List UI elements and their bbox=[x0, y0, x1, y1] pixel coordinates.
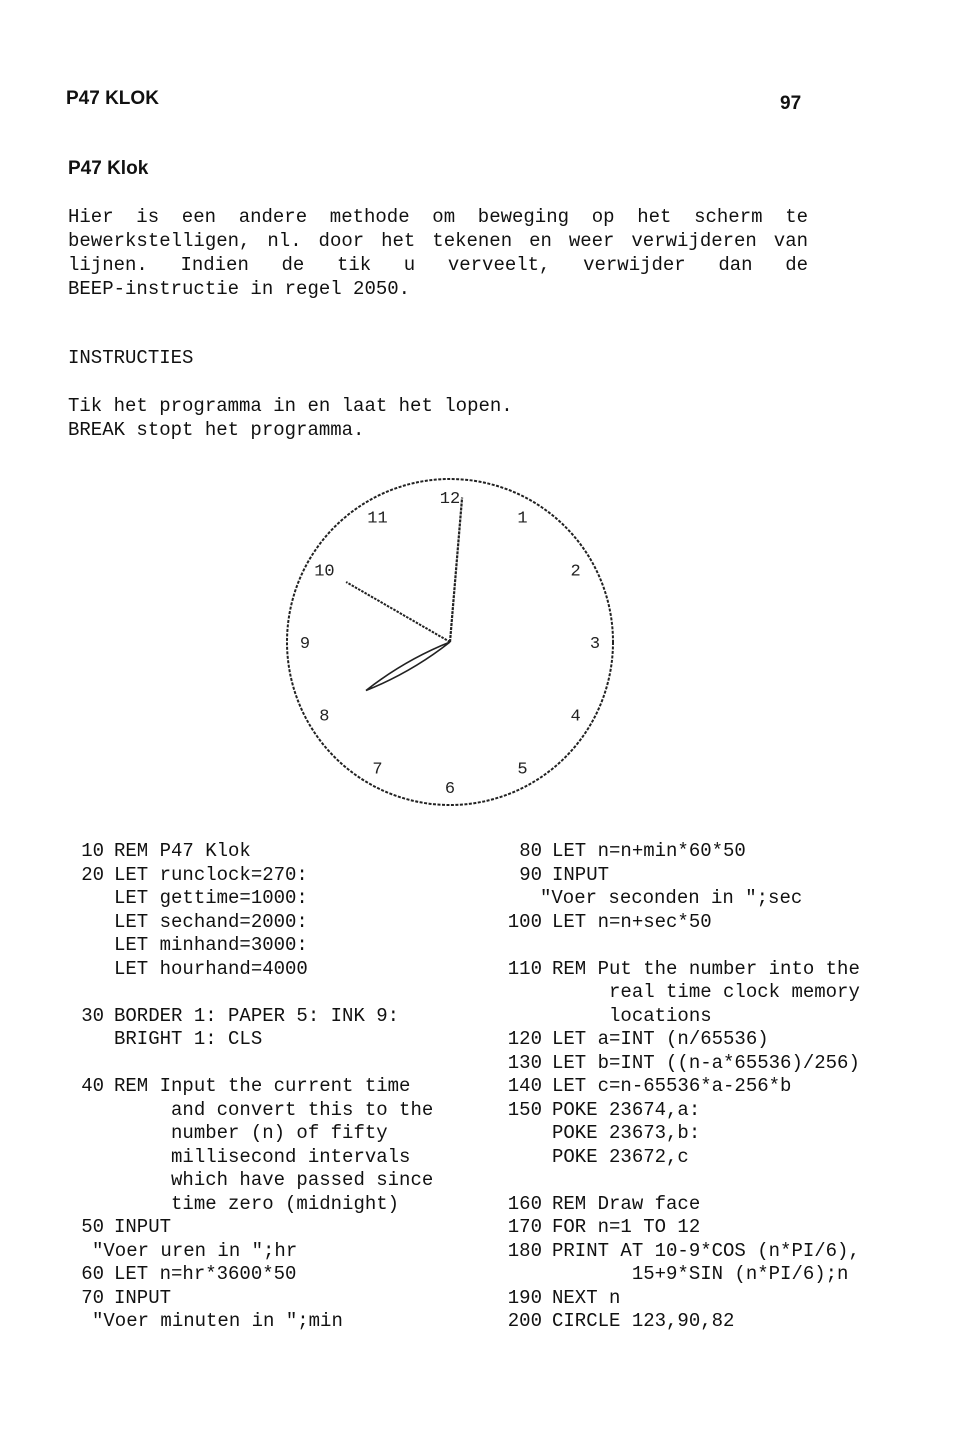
code-text: BORDER 1: PAPER 5: INK 9: bbox=[114, 1004, 400, 1027]
line-number: 80 bbox=[519, 840, 542, 862]
code-listing-left bbox=[58, 840, 433, 1334]
code-gap bbox=[496, 1169, 860, 1193]
intro-line: BEEP-instructie in regel 2050. bbox=[68, 278, 411, 300]
clock-numeral: 9 bbox=[299, 635, 311, 654]
code-text: "Voer seconden in ";sec bbox=[540, 887, 803, 909]
code-gap bbox=[58, 981, 433, 1005]
code-line bbox=[58, 1263, 433, 1287]
code-text: INPUT bbox=[114, 1286, 172, 1309]
section-title: P47 Klok bbox=[68, 158, 149, 179]
code-text: POKE 23674,a: bbox=[552, 1098, 701, 1121]
code-text: LET c=n-65536*a-256*b bbox=[552, 1075, 792, 1097]
code-text: which have passed since bbox=[114, 1169, 434, 1191]
code-text: LET gettime=1000: bbox=[114, 887, 308, 909]
code-text: and convert this to the bbox=[114, 1098, 434, 1121]
intro-line: Hier is een andere methode om beweging op het scherm te bbox=[68, 206, 808, 228]
code-line bbox=[496, 1216, 860, 1240]
code-line bbox=[496, 1146, 860, 1170]
code-text: "Voer minuten in ";min bbox=[92, 1310, 343, 1332]
clock-numeral: 10 bbox=[314, 562, 335, 582]
code-line bbox=[496, 864, 860, 888]
code-line bbox=[496, 1005, 860, 1029]
code-line bbox=[58, 1193, 433, 1217]
code-line bbox=[58, 1099, 433, 1123]
code-text: LET sechand=2000: bbox=[114, 910, 308, 933]
line-number: 30 bbox=[81, 1004, 104, 1027]
clock-numeral: 12 bbox=[439, 490, 461, 509]
code-text: "Voer uren in ";hr bbox=[92, 1239, 298, 1262]
code-text: number (n) of fifty bbox=[114, 1122, 388, 1144]
code-text: INPUT bbox=[552, 863, 610, 886]
code-text: BRIGHT 1: CLS bbox=[114, 1028, 263, 1050]
code-line bbox=[58, 1146, 433, 1170]
code-line bbox=[496, 911, 860, 935]
code-line bbox=[58, 840, 433, 864]
code-line bbox=[58, 911, 433, 935]
code-line bbox=[496, 1193, 860, 1217]
code-text: real time clock memory bbox=[552, 981, 860, 1003]
code-line bbox=[496, 1052, 860, 1076]
code-line bbox=[58, 1028, 433, 1052]
code-line bbox=[58, 934, 433, 958]
code-text: LET a=INT (n/65536) bbox=[552, 1028, 769, 1050]
code-text: POKE 23672,c bbox=[552, 1145, 689, 1168]
line-number: 200 bbox=[507, 1310, 542, 1332]
line-number: 110 bbox=[507, 957, 542, 980]
line-number: 140 bbox=[507, 1075, 542, 1097]
line-number: 180 bbox=[507, 1239, 542, 1262]
intro-line: bewerkstelligen, nl. door het tekenen en weer verwijderen van bbox=[68, 230, 808, 252]
code-line bbox=[58, 1310, 433, 1334]
code-line bbox=[496, 840, 860, 864]
code-text: LET b=INT ((n-a*65536)/256) bbox=[552, 1051, 860, 1074]
code-text: FOR n=1 TO 12 bbox=[552, 1216, 701, 1238]
intro-line: lijnen. Indien de tik u verveelt, verwijder dan de bbox=[68, 254, 808, 276]
clock-numeral: 6 bbox=[444, 780, 456, 799]
line-number: 90 bbox=[519, 863, 542, 886]
clock-numeral: 2 bbox=[570, 562, 581, 582]
line-number: 100 bbox=[507, 910, 542, 933]
clock-numeral: 1 bbox=[517, 509, 528, 529]
code-text: locations bbox=[552, 1004, 712, 1027]
code-line bbox=[58, 1005, 433, 1029]
code-line bbox=[496, 1263, 860, 1287]
code-line bbox=[496, 1287, 860, 1311]
code-line bbox=[496, 981, 860, 1005]
hour-hand bbox=[346, 582, 450, 642]
code-line bbox=[496, 887, 860, 911]
code-gap bbox=[58, 1052, 433, 1076]
second-hand bbox=[366, 642, 450, 691]
code-text: PRINT AT 10-9*COS (n*PI/6), bbox=[552, 1239, 860, 1262]
code-text: 15+9*SIN (n*PI/6);n bbox=[552, 1263, 849, 1285]
code-line bbox=[58, 887, 433, 911]
code-line bbox=[58, 1216, 433, 1240]
line-number: 70 bbox=[81, 1286, 104, 1309]
code-text: REM Draw face bbox=[552, 1192, 701, 1215]
code-text: LET runclock=270: bbox=[114, 863, 308, 886]
code-text: REM P47 Klok bbox=[114, 840, 251, 862]
line-number: 160 bbox=[507, 1192, 542, 1215]
line-number: 150 bbox=[507, 1098, 542, 1121]
code-text: millisecond intervals bbox=[114, 1145, 411, 1168]
code-line bbox=[496, 958, 860, 982]
code-listing-right bbox=[496, 840, 860, 1334]
instructions-heading: INSTRUCTIES bbox=[68, 347, 194, 369]
code-line bbox=[58, 1169, 433, 1193]
code-line bbox=[496, 1099, 860, 1123]
clock-numeral: 11 bbox=[367, 509, 388, 529]
code-line bbox=[58, 864, 433, 888]
code-text: REM Input the current time bbox=[114, 1075, 411, 1097]
code-text: CIRCLE 123,90,82 bbox=[552, 1310, 735, 1332]
clock-numeral: 7 bbox=[372, 760, 383, 780]
code-text: LET n=n+sec*50 bbox=[552, 910, 712, 933]
clock-numeral: 3 bbox=[589, 635, 601, 654]
line-number: 40 bbox=[81, 1075, 104, 1097]
page-number: 97 bbox=[780, 93, 802, 114]
code-text: REM Put the number into the bbox=[552, 957, 860, 980]
code-text: LET minhand=3000: bbox=[114, 934, 308, 956]
line-number: 10 bbox=[81, 840, 104, 862]
code-text: LET n=n+min*60*50 bbox=[552, 840, 746, 862]
code-line bbox=[58, 1075, 433, 1099]
clock-numeral: 4 bbox=[570, 707, 581, 727]
code-line bbox=[58, 1240, 433, 1264]
code-line bbox=[58, 1122, 433, 1146]
code-line bbox=[496, 1075, 860, 1099]
line-number: 130 bbox=[507, 1051, 542, 1074]
clock-numerals bbox=[300, 490, 600, 799]
code-line bbox=[496, 1310, 860, 1334]
code-line bbox=[496, 1028, 860, 1052]
line-number: 20 bbox=[81, 863, 104, 886]
code-text: POKE 23673,b: bbox=[552, 1122, 701, 1144]
instructions-line: BREAK stopt het programma. bbox=[68, 419, 365, 441]
code-text: NEXT n bbox=[552, 1286, 621, 1309]
code-line bbox=[496, 1240, 860, 1264]
clock-numeral: 8 bbox=[319, 707, 330, 727]
code-text: INPUT bbox=[114, 1216, 172, 1238]
minute-hand bbox=[450, 498, 462, 643]
line-number: 60 bbox=[81, 1263, 104, 1285]
line-number: 50 bbox=[81, 1216, 104, 1238]
clock-illustration bbox=[280, 472, 625, 817]
clock-numeral: 5 bbox=[517, 760, 528, 780]
code-gap bbox=[496, 934, 860, 958]
intro-paragraph bbox=[68, 205, 808, 301]
code-line bbox=[496, 1122, 860, 1146]
line-number: 170 bbox=[507, 1216, 542, 1238]
line-number: 120 bbox=[507, 1028, 542, 1050]
line-number: 190 bbox=[507, 1286, 542, 1309]
code-text: LET hourhand=4000 bbox=[114, 957, 308, 980]
running-title: P47 KLOK bbox=[66, 88, 159, 109]
instructions-line: Tik het programma in en laat het lopen. bbox=[68, 395, 513, 417]
code-line bbox=[58, 1287, 433, 1311]
code-text: LET n=hr*3600*50 bbox=[114, 1263, 297, 1285]
code-text: time zero (midnight) bbox=[114, 1192, 400, 1215]
code-line bbox=[58, 958, 433, 982]
